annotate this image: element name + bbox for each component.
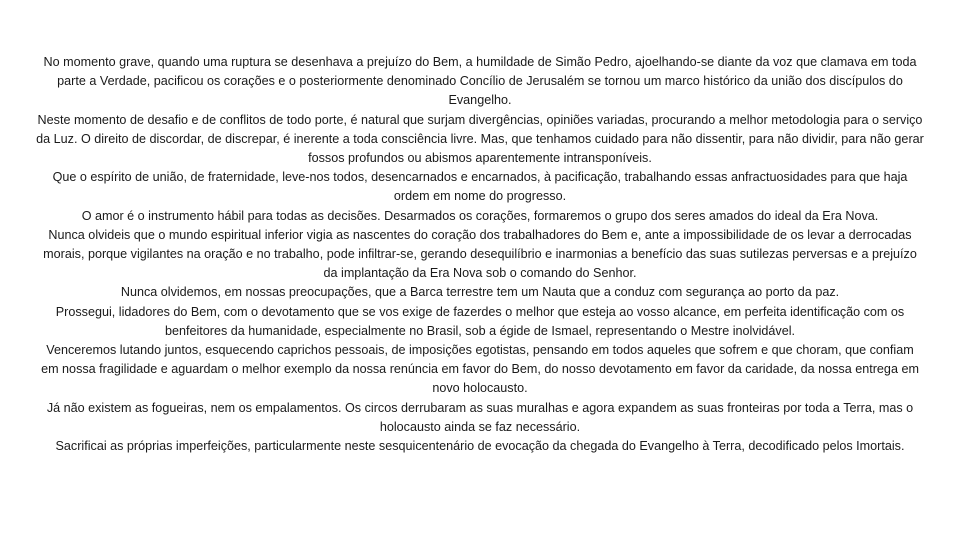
slide-body [36, 53, 924, 456]
paragraph-1: No momento grave, quando uma ruptura se desenhava a prejuízo do Bem, a humildade de Simão Pedro, ajoelhando-se diante da voz que clamava em toda parte a Verdade, pacificou os corações e o posteriormente denominado Concílio de Jerusalém se tornou um marco histórico da união dos discípulos do Evangelho. [43, 55, 917, 108]
paragraph-4: O amor é o instrumento hábil para todas as decisões. Desarmados os corações, formaremos o grupo dos seres amados do ideal da Era Nova. [81, 208, 879, 223]
paragraph-9: Já não existem as fogueiras, nem os empalamentos. Os circos derrubaram as suas muralhas e agora expandem as suas fronteiras por toda a Terra, mas o holocausto ainda se faz necessário. [46, 400, 914, 434]
paragraph-7: Prossegui, lidadores do Bem, com o devotamento que se vos exige de fazerdes o melhor que esteja ao vosso alcance, em perfeita identificação com os benfeitores da humanidade, especialmente no Brasil, sob a égide de Ismael, representando o Mestre inolvidável. [55, 304, 905, 338]
paragraph-6: Nunca olvidemos, em nossas preocupações, que a Barca terrestre tem um Nauta que a conduz com segurança ao porto da paz. [120, 285, 840, 300]
paragraph-5: Nunca olvideis que o mundo espiritual inferior vigia as nascentes do coração dos trabalhadores do Bem e, ante a impossibilidade de os levar a derrocadas morais, porque vigilantes na oração e no trabalho, pode infiltrar-se, gerando desequilíbrio e inarmonias a benefício das suas sutilezas perversas e a prejuízo da implantação da Era Nova sob o comando do Senhor. [43, 227, 917, 281]
paragraph-10: Sacrificai as próprias imperfeições, particularmente neste sesquicentenário de evocação da chegada do Evangelho à Terra, decodificado pelos Imortais. [55, 439, 905, 454]
paragraph-3: Que o espírito de união, de fraternidade, leve-nos todos, desencarnados e encarnados, à pacificação, trabalhando essas anfractuosidades para que haja ordem em nome do progresso. [52, 170, 908, 204]
paragraph-2: Neste momento de desafio e de conflitos de todo porte, é natural que surjam divergências, opiniões variadas, procurando a melhor metodologia para o serviço da Luz. O direito de discordar, de discrepar, é inerente a toda consciência livre. Mas, que tenhamos cuidado para não dissentir, para não dividir, para não gerar fossos profundos ou abismos aparentemente intransponíveis. [36, 112, 924, 166]
paragraph-8: Venceremos lutando juntos, esquecendo caprichos pessoais, de imposições egotistas, pensando em todos aqueles que sofrem e que choram, que confiam em nossa fragilidade e aguardam o melhor exemplo da nossa renúncia em favor do Bem, do nosso devotamento em favor da caridade, da nossa entrega em novo holocausto. [41, 343, 919, 396]
